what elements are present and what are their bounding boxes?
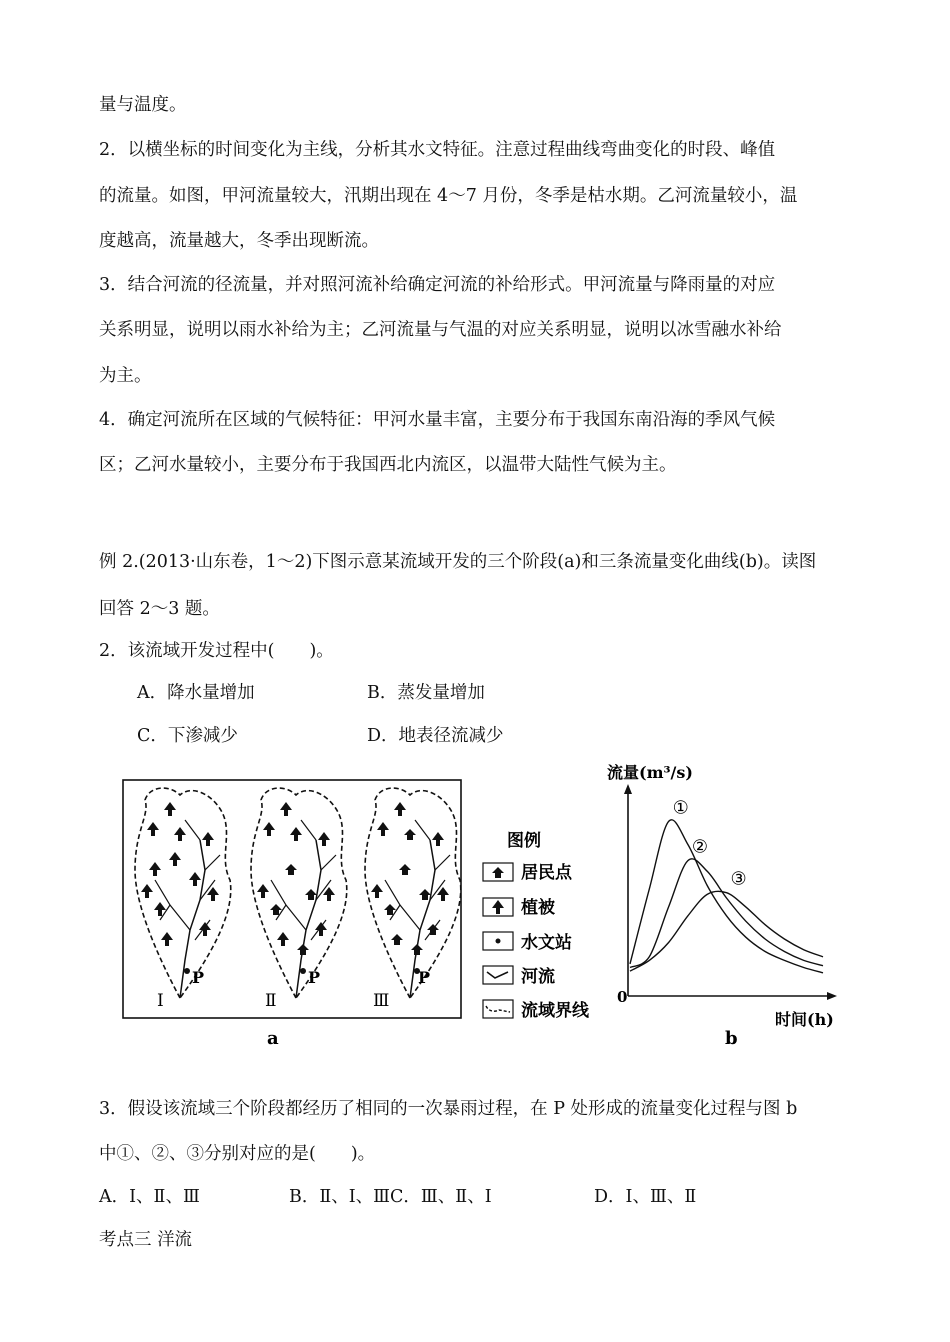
legend-label-settlement: 居民点	[521, 863, 572, 883]
figure-svg	[115, 760, 845, 1050]
basin-stage-3	[365, 788, 461, 998]
example-intro-2: 回答 2～3 题。	[99, 599, 220, 619]
q3-option-d: D．Ⅰ、Ⅲ、Ⅱ	[594, 1187, 697, 1207]
question-3-stem-2: 中①、②、③分别对应的是( )。	[99, 1144, 376, 1164]
q3-option-a: A．Ⅰ、Ⅱ、Ⅲ	[99, 1187, 200, 1207]
q2-option-b: B．蒸发量增加	[367, 683, 485, 703]
legend-title: 图例	[507, 831, 541, 851]
q2-option-c: C．下渗减少	[137, 726, 238, 746]
q2-option-a: A．降水量增加	[137, 683, 255, 703]
q2-option-d: D．地表径流减少	[367, 726, 504, 746]
series-2-line	[630, 859, 823, 968]
stage-label-3: Ⅲ	[373, 991, 390, 1011]
basin-stage-2	[251, 788, 347, 998]
station-label-2: P	[308, 968, 321, 987]
legend-label-boundary: 流域界线	[521, 1001, 589, 1021]
stage-label-1: Ⅰ	[157, 991, 164, 1011]
y-axis-arrow-icon	[624, 784, 632, 794]
p2-line-3: 度越高，流量越大，冬季出现断流。	[99, 231, 379, 251]
p3-line-2: 关系明显，说明以雨水补给为主；乙河流量与气温的对应关系明显，说明以冰雪融水补给	[99, 320, 782, 340]
legend	[483, 830, 590, 1021]
p3-line-1: 3．结合河流的径流量，并对照河流补给确定河流的补给形式。甲河流量与降雨量的对应	[99, 275, 776, 295]
station-label-1: P	[192, 968, 205, 987]
question-2-stem: 2．该流域开发过程中( )。	[99, 641, 334, 661]
series-3-marker: ③	[730, 868, 747, 890]
series-2-marker: ②	[691, 836, 709, 858]
p2-line-1: 2．以横坐标的时间变化为主线，分析其水文特征。注意过程曲线弯曲变化的时段、峰值	[99, 140, 776, 160]
house-icon	[492, 867, 504, 878]
chart-b-label: b	[725, 1028, 738, 1049]
boundary-icon	[486, 1006, 510, 1012]
p3-line-3: 为主。	[99, 366, 152, 386]
question-3-stem-1: 3．假设该流域三个阶段都经历了相同的一次暴雨过程，在 P 处形成的流量变化过程与图 b	[99, 1099, 798, 1119]
tree-icon	[492, 900, 504, 914]
p2-line-2: 的流量。如图，甲河流量较大，汛期出现在 4～7 月份，冬季是枯水期。乙河流量较小，温	[99, 186, 798, 206]
station-icon	[496, 939, 501, 944]
legend-box-river	[483, 966, 513, 984]
river-icon	[487, 972, 508, 978]
chart-origin-label: 0	[617, 988, 628, 1006]
chart-y-label: 流量(m³/s)	[607, 763, 693, 782]
p4-line-2: 区；乙河水量较小，主要分布于我国西北内流区，以温带大陆性气候为主。	[99, 455, 677, 475]
stage-label-2: Ⅱ	[265, 991, 277, 1011]
series-1-line	[630, 820, 823, 973]
p1-tail: 量与温度。	[99, 95, 187, 115]
legend-label-station: 水文站	[521, 933, 572, 953]
section-title: 考点三 洋流	[99, 1230, 193, 1250]
x-axis-arrow-icon	[827, 992, 837, 1000]
legend-label-vegetation: 植被	[521, 898, 555, 918]
q3-option-b-c: B．Ⅱ、Ⅰ、ⅢC．Ⅲ、Ⅱ、Ⅰ	[289, 1187, 492, 1207]
chart-b	[607, 763, 837, 1049]
legend-label-river: 河流	[521, 967, 555, 987]
legend-box-boundary	[483, 1000, 513, 1018]
series-1-marker: ①	[672, 797, 689, 819]
series-3-line	[630, 891, 823, 971]
figure-a-frame	[123, 780, 461, 1018]
example-intro-1: 例 2.(2013·山东卷，1～2)下图示意某流域开发的三个阶段(a)和三条流量变化曲线(b)。读图	[99, 552, 817, 572]
figure-a-label: a	[267, 1028, 279, 1049]
basin-stage-1	[135, 788, 231, 998]
p4-line-1: 4．确定河流所在区域的气候特征：甲河水量丰富，主要分布于我国东南沿海的季风气候	[99, 410, 776, 430]
figure	[115, 760, 845, 1050]
station-label-3: P	[418, 968, 431, 987]
chart-x-label: 时间(h)	[775, 1010, 834, 1029]
